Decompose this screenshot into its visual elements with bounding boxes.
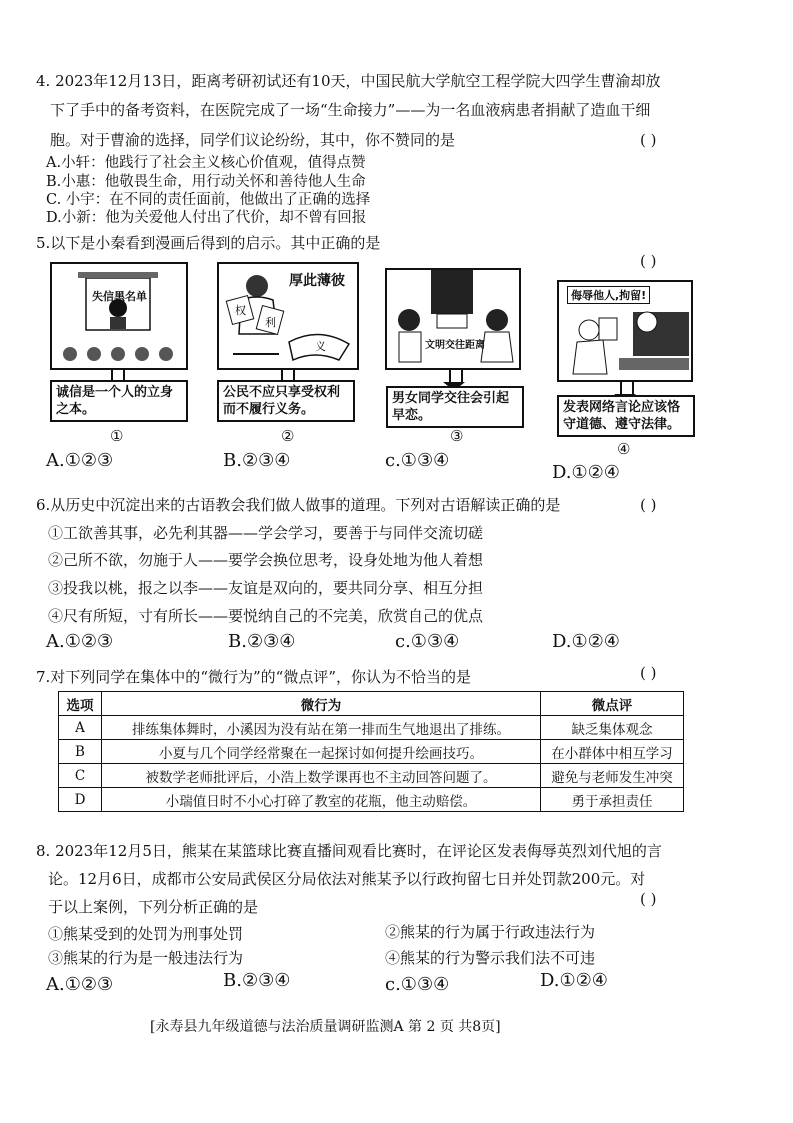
- comic-3-drawing: [387, 270, 519, 368]
- comic-3-arrow: [449, 368, 463, 384]
- comic-2-image: [217, 262, 359, 370]
- comic-2-tag-yi: 义: [315, 340, 326, 353]
- q4-line2: 下了手中的备考资料，在医院完成了一场“生命接力”——为一名血液病患者捐献了造血干细: [50, 101, 651, 119]
- q8-item-2: ②熊某的行为属于行政违法行为: [385, 923, 596, 941]
- table-cell-behavior: 小瑞值日时不小心打碎了教室的花瓶，他主动赔偿。: [102, 788, 541, 812]
- q6-item-4: ④尺有所短，寸有所长——要悦纳自己的不完美，欣赏自己的优点: [48, 607, 484, 625]
- comic-4-number: ④: [617, 440, 631, 458]
- table-row: [59, 764, 684, 788]
- comic-3-image: [385, 268, 521, 370]
- q6-item-2: ②己所不欲，勿施于人——要学会换位思考，设身处地为他人着想: [48, 551, 484, 569]
- table-row: [59, 740, 684, 764]
- table-cell-comment: 缺乏集体观念: [541, 716, 684, 740]
- q5-answer-b: B.②③④: [223, 450, 291, 471]
- q6-stem: 6.从历史中沉淀出来的古语教会我们做人做事的道理。下列对古语解读正确的是: [36, 496, 561, 514]
- q4-answer-paren: ( ): [640, 131, 657, 149]
- table-cell-option: C: [59, 764, 102, 788]
- table-header-option: 选项: [59, 692, 102, 716]
- q8-item-1: ①熊某受到的处罚为刑事处罚: [48, 925, 244, 943]
- comic-3-label: 文明交往距离: [425, 340, 485, 351]
- comic-4-caption: 发表网络言论应该恪守道德、遵守法律。: [557, 395, 695, 437]
- q8-answer-d: D.①②④: [540, 970, 608, 991]
- q5-stem: 5.以下是小秦看到漫画后得到的启示。其中正确的是: [36, 234, 381, 252]
- table-header-comment: 微点评: [541, 692, 684, 716]
- table-cell-behavior: 小夏与几个同学经常聚在一起探讨如何提升绘画技巧。: [102, 740, 541, 764]
- q5-answer-c: c.①③④: [385, 450, 450, 471]
- q4-option-a: A.小轩：他践行了社会主义核心价值观，值得点赞: [46, 155, 366, 171]
- q8-line1: 8. 2023年12月5日，熊某在某篮球比赛直播间观看比赛时，在评论区发表侮辱英烈刘代旭的言: [36, 842, 662, 860]
- table-cell-comment: 在小群体中相互学习: [541, 740, 684, 764]
- q8-item-3: ③熊某的行为是一般违法行为: [48, 949, 244, 967]
- table-cell-comment: 避免与老师发生冲突: [541, 764, 684, 788]
- table-cell-option: B: [59, 740, 102, 764]
- comic-4-arrow: [620, 380, 634, 396]
- comic-2-tag-quan: 权: [235, 304, 246, 317]
- table-cell-option: D: [59, 788, 102, 812]
- q7-answer-paren: ( ): [640, 664, 657, 682]
- q6-answer-paren: ( ): [640, 496, 657, 514]
- q8-answer-a: A.①②③: [46, 974, 114, 995]
- q7-table: [58, 691, 684, 812]
- table-row: [59, 716, 684, 740]
- q4-option-c: C. 小宇：在不同的责任面前，他做出了正确的选择: [46, 192, 371, 208]
- q8-answer-b: B.②③④: [223, 970, 291, 991]
- q6-answer-d: D.①②④: [552, 631, 620, 652]
- comic-1-number: ①: [110, 427, 124, 445]
- table-header-behavior: 微行为: [102, 692, 541, 716]
- comic-4-image: [557, 280, 693, 382]
- q4-line1: 4. 2023年12月13日，距离考研初试还有10天，中国民航大学航空工程学院大四学生曹渝却放: [36, 72, 661, 90]
- table-cell-behavior: 排练集体舞时，小溪因为没有站在第一排而生气地退出了排练。: [102, 716, 541, 740]
- comic-3-caption: 男女同学交往会引起早恋。: [386, 386, 524, 428]
- q6-answer-b: B.②③④: [228, 631, 296, 652]
- comic-2-tag-li: 利: [265, 316, 276, 329]
- comic-1-label: 失信黑名单: [92, 290, 147, 303]
- q6-item-1: ①工欲善其事，必先利其器——学会学习，要善于与同伴交流切磋: [48, 524, 484, 542]
- q8-answer-paren: ( ): [640, 890, 657, 908]
- q5-answer-a: A.①②③: [46, 450, 114, 471]
- q6-answer-a: A.①②③: [46, 631, 114, 652]
- q6-answer-c: c.①③④: [395, 631, 460, 652]
- q4-option-d: D.小新：他为关爱他人付出了代价，却不曾有回报: [46, 210, 367, 226]
- q5-answer-d: D.①②④: [552, 462, 620, 483]
- comic-1-caption: 诚信是一个人的立身之本。: [50, 380, 188, 422]
- q5-answer-paren: ( ): [640, 252, 657, 270]
- page-footer: [永寿县九年级道德与法治质量调研监测A 第 2 页 共8页]: [150, 1019, 501, 1035]
- comic-2-label: 厚此薄彼: [289, 273, 345, 289]
- q8-line3: 于以上案例，下列分析正确的是: [48, 898, 259, 916]
- comic-2-caption: 公民不应只享受权利而不履行义务。: [217, 380, 355, 422]
- table-cell-option: A: [59, 716, 102, 740]
- q6-item-3: ③投我以桃，报之以李——友谊是双向的，要共同分享、相互分担: [48, 579, 484, 597]
- q4-line3: 胞。对于曹渝的选择，同学们议论纷纷，其中，你不赞同的是: [50, 131, 456, 149]
- q8-answer-c: c.①③④: [385, 974, 450, 995]
- q8-line2: 论。12月6日，成都市公安局武侯区分局依法对熊某予以行政拘留七日并处罚款200元。对: [48, 870, 646, 888]
- q8-item-4: ④熊某的行为警示我们法不可违: [385, 949, 596, 967]
- comic-1-image: [50, 262, 188, 370]
- comic-4-label: 侮辱他人,拘留!: [567, 286, 650, 304]
- table-cell-behavior: 被数学老师批评后，小浩上数学课再也不主动回答问题了。: [102, 764, 541, 788]
- table-cell-comment: 勇于承担责任: [541, 788, 684, 812]
- comic-3-number: ③: [450, 427, 464, 445]
- comic-2-number: ②: [281, 427, 295, 445]
- table-row: [59, 788, 684, 812]
- q7-stem: 7.对下列同学在集体中的“微行为”的“微点评”，你认为不恰当的是: [36, 668, 471, 686]
- comic-1-drawing: [52, 264, 186, 368]
- table-header-row: [59, 692, 684, 716]
- q4-option-b: B.小惠：他敬畏生命，用行动关怀和善待他人生命: [46, 174, 366, 190]
